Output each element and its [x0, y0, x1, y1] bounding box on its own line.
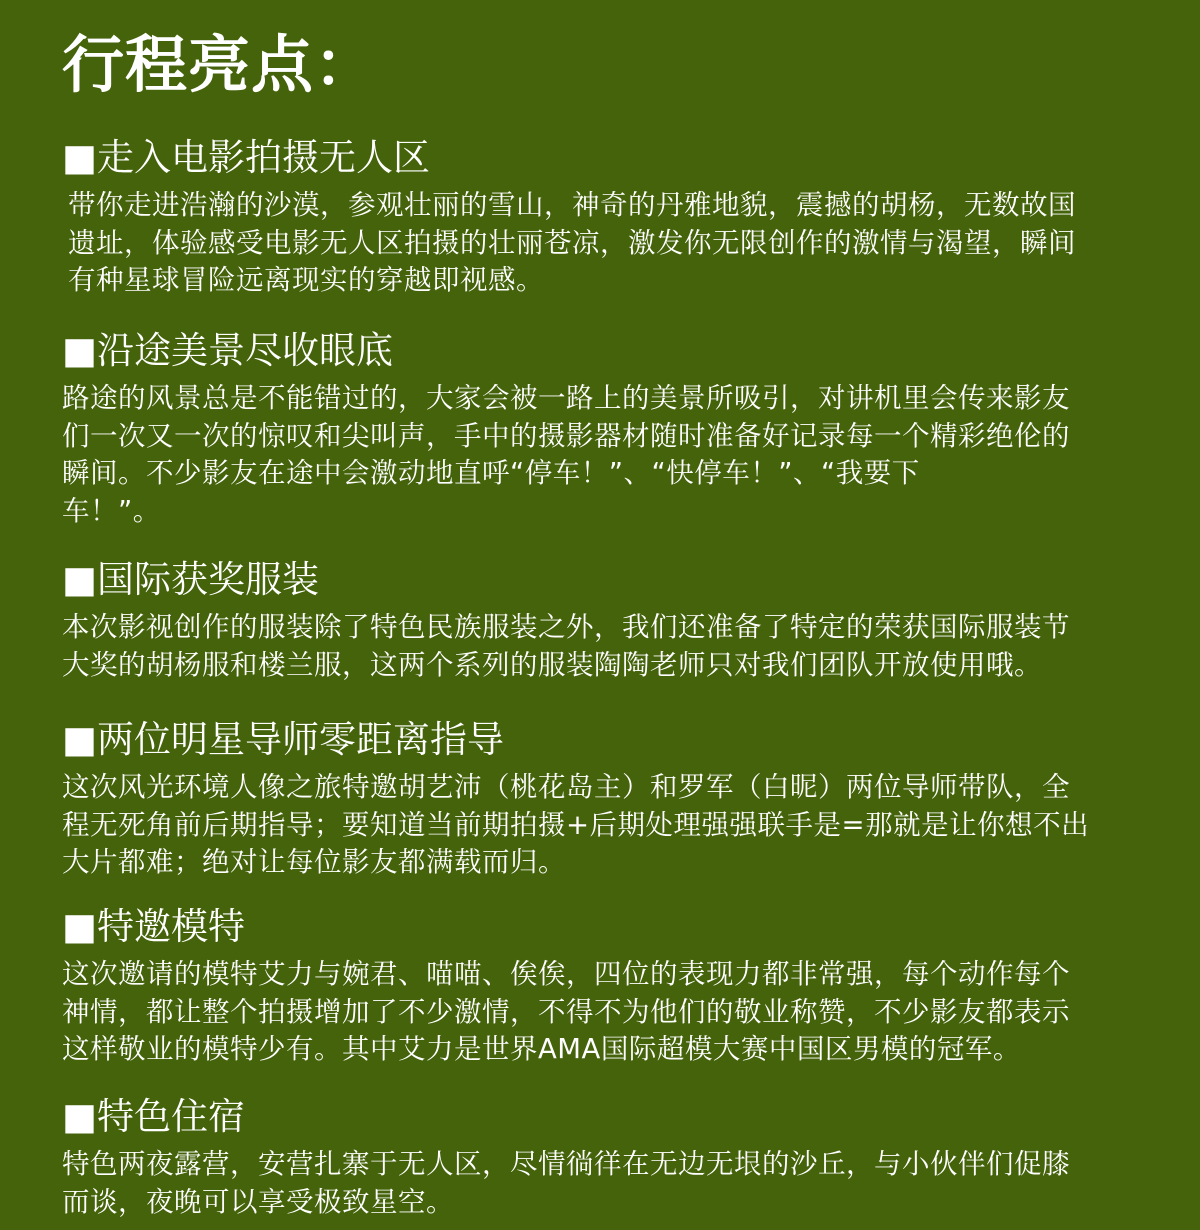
body-line: 程无死角前后期指导；要知道当前期拍摄+后期处理强强联手是=那就是让你想不出 — [62, 808, 1090, 841]
page-title: 行程亮点： — [62, 28, 378, 101]
section-heading: ■走入电影拍摄无人区 — [62, 136, 430, 179]
section-body — [62, 1146, 1152, 1221]
body-line: 本次影视创作的服装除了特色民族服装之外，我们还准备了特定的荣获国际服装节 — [62, 611, 1070, 643]
body-line: 这次邀请的模特艾力与婉君、喵喵、俟俟，四位的表现力都非常强，每个动作每个 — [62, 958, 1070, 990]
section-body — [62, 609, 1152, 684]
body-line: 有种星球冒险远离现实的穿越即视感。 — [68, 264, 544, 296]
body-line: 车！”。 — [62, 494, 161, 527]
body-line: 这样敬业的模特少有。其中艾力是世界AMA国际超模大赛中国区男模的冠军。 — [62, 1033, 1021, 1065]
section-heading: ■特邀模特 — [62, 905, 245, 948]
section-film-location — [62, 135, 1152, 300]
section-body — [62, 956, 1152, 1069]
body-line: 瞬间。不少影友在途中会激动地直呼“停车！”、“快停车！”、“我要下 — [62, 457, 920, 489]
body-line: 遗址，体验感受电影无人区拍摄的壮丽苍凉，激发你无限创作的激情与渴望，瞬间 — [68, 226, 1076, 259]
section-heading: ■沿途美景尽收眼底 — [62, 329, 393, 372]
body-line: 们一次又一次的惊叹和尖叫声，手中的摄影器材随时准备好记录每一个精彩绝伦的 — [62, 419, 1070, 452]
section-mentors — [62, 717, 1152, 882]
body-line: 大奖的胡杨服和楼兰服，这两个系列的服装陶陶老师只对我们团队开放使用哦。 — [62, 648, 1042, 681]
body-line: 带你走进浩瀚的沙漠，参观壮丽的雪山，神奇的丹雅地貌，震撼的胡杨，无数故国 — [68, 189, 1076, 221]
section-body — [62, 380, 1152, 530]
section-models — [62, 904, 1152, 1069]
section-body — [62, 187, 1152, 300]
body-line: 路途的风景总是不能错过的，大家会被一路上的美景所吸引，对讲机里会传来影友 — [62, 382, 1070, 414]
section-accommodation — [62, 1094, 1152, 1221]
section-heading: ■特色住宿 — [62, 1095, 245, 1138]
body-line: 而谈，夜晚可以享受极致星空。 — [62, 1185, 454, 1218]
body-line: 神情，都让整个拍摄增加了不少激情，不得不为他们的敬业称赞，不少影友都表示 — [62, 995, 1070, 1028]
section-body — [62, 769, 1152, 882]
body-line: 大片都难；绝对让每位影友都满载而归。 — [62, 846, 566, 878]
section-costumes — [62, 557, 1152, 684]
body-line: 特色两夜露营，安营扎寨于无人区，尽情徜徉在无边无垠的沙丘，与小伙伴们促膝 — [62, 1148, 1070, 1180]
section-heading: ■两位明星导师零距离指导 — [62, 718, 504, 761]
body-line: 这次风光环境人像之旅特邀胡艺沛（桃花岛主）和罗军（白昵）两位导师带队，全 — [62, 771, 1070, 803]
section-scenery — [62, 328, 1152, 530]
section-heading: ■国际获奖服装 — [62, 558, 319, 601]
